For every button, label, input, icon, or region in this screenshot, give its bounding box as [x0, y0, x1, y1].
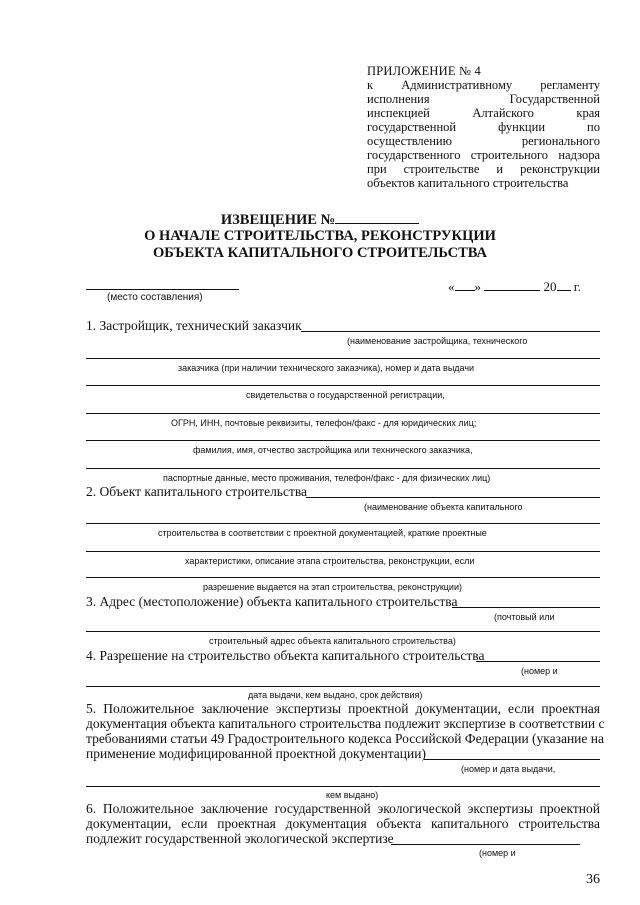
section-1-caption: паспортные данные, место проживания, телефон/факс - для физических лиц) — [163, 473, 491, 483]
section-1-caption: свидетельства о государственной регистрации, — [246, 390, 445, 400]
section-3-caption: строительный адрес объекта капитального строительства) — [209, 636, 456, 646]
date-quote: » — [474, 279, 481, 294]
section-1-field[interactable] — [86, 385, 600, 386]
notice-number-field[interactable] — [335, 211, 419, 224]
place-field[interactable] — [86, 289, 239, 290]
appendix-line: при строительстве и реконструкции — [367, 162, 600, 176]
appendix-line: объектов капитального строительства — [367, 176, 569, 190]
appendix-line: государственного строительного надзора — [367, 148, 600, 162]
section-4-field[interactable] — [476, 661, 600, 662]
section-2-caption: разрешение выдается на этап строительства, реконструкции) — [203, 582, 462, 592]
section-3-label: 3. Адрес (местоположение) объекта капитального строительства — [86, 594, 458, 609]
notice-subtitle: ОБЪЕКТА КАПИТАЛЬНОГО СТРОИТЕЛЬСТВА — [153, 245, 487, 261]
section-4-label: 4. Разрешение на строительство объекта капитального строительства — [86, 648, 485, 663]
appendix-line: осуществлению регионального — [367, 134, 600, 148]
date-year-suffix: г. — [573, 279, 581, 294]
section-4-caption: дата выдачи, кем выдано, срок действия) — [248, 690, 423, 700]
date-year-prefix: 20 — [543, 279, 557, 294]
section-5-line: 5. Положительное заключение экспертизы проектной документации, если проектная — [86, 701, 600, 716]
date-year-field[interactable] — [557, 278, 571, 291]
section-1-field[interactable] — [86, 440, 600, 441]
section-1-caption: фамилия, имя, отчество застройщика или технического заказчика, — [193, 445, 473, 455]
section-2-field[interactable] — [86, 523, 600, 524]
section-3-field[interactable] — [86, 631, 600, 632]
section-2-caption: строительства в соответствии с проектной документацией, краткие проектные — [158, 528, 487, 538]
appendix-title: ПРИЛОЖЕНИЕ № 4 — [367, 64, 481, 78]
section-1-label: 1. Застройщик, технический заказчик — [86, 318, 302, 333]
section-5-text — [86, 701, 605, 761]
section-1-caption: (наименование застройщика, технического — [347, 336, 528, 346]
section-6-caption: (номер и — [479, 848, 516, 858]
section-6-text — [86, 801, 600, 846]
page-number: 36 — [586, 872, 600, 887]
date-day-field[interactable] — [455, 278, 475, 291]
section-1-field[interactable] — [86, 468, 600, 469]
section-4-field[interactable] — [86, 686, 600, 687]
appendix-line: инспекцией Алтайского края — [367, 106, 600, 120]
date-field — [448, 278, 581, 295]
appendix-line: государственной функции по — [367, 120, 600, 134]
section-6-line: документации, если проектная документация объекта капитального строительства — [86, 816, 600, 831]
section-2-caption: (наименование объекта капитального — [364, 502, 523, 512]
section-5-caption: кем выдано) — [326, 790, 379, 800]
section-6-line: подлежит государственной экологической экспертизе — [86, 831, 394, 846]
date-month-field[interactable] — [484, 278, 540, 291]
section-1-field[interactable] — [86, 358, 600, 359]
section-2-label: 2. Объект капитального строительства — [86, 484, 308, 499]
notice-title — [0, 211, 640, 229]
section-6-line: 6. Положительное заключение государственной экологической экспертизы проектной — [86, 801, 600, 816]
section-2-caption: характеристики, описание этапа строительства, реконструкции, если — [185, 556, 475, 566]
section-5-line: требованиями статьи 49 Градостроительного кодекса Российской Федерации (указание на — [86, 731, 604, 746]
section-1-caption: ОГРН, ИНН, почтовые реквизиты, телефон/факс - для юридических лиц; — [171, 418, 477, 428]
section-5-line: применение модифицированной проектной документации) — [86, 746, 426, 761]
section-5-caption: (номер и дата выдачи, — [461, 764, 556, 774]
section-3-caption: (почтовый или — [494, 612, 555, 622]
notice-subtitle: О НАЧАЛЕ СТРОИТЕЛЬСТВА, РЕКОНСТРУКЦИИ — [144, 228, 496, 244]
section-4-caption: (номер и — [521, 666, 558, 676]
section-5-line: документация объекта капитального строительства подлежит экспертизе в соответствии с — [86, 716, 605, 731]
section-1-field[interactable] — [301, 331, 600, 332]
section-3-field[interactable] — [452, 607, 600, 608]
section-2-field[interactable] — [86, 551, 600, 552]
section-2-field[interactable] — [306, 497, 600, 498]
section-6-field[interactable] — [391, 844, 580, 845]
section-5-field[interactable] — [86, 786, 600, 787]
appendix-block — [367, 64, 600, 190]
place-caption: (место составления) — [107, 292, 203, 303]
date-quote: « — [448, 279, 455, 294]
notice-title-text: ИЗВЕЩЕНИЕ № — [220, 212, 336, 228]
appendix-line: исполнения Государственной — [367, 92, 600, 106]
section-5-field[interactable] — [424, 759, 600, 760]
section-1-caption: заказчика (при наличии технического заказчика), номер и дата выдачи — [178, 363, 475, 373]
section-1-field[interactable] — [86, 413, 600, 414]
section-2-field[interactable] — [86, 577, 600, 578]
appendix-line: к Административному регламенту — [367, 78, 600, 92]
